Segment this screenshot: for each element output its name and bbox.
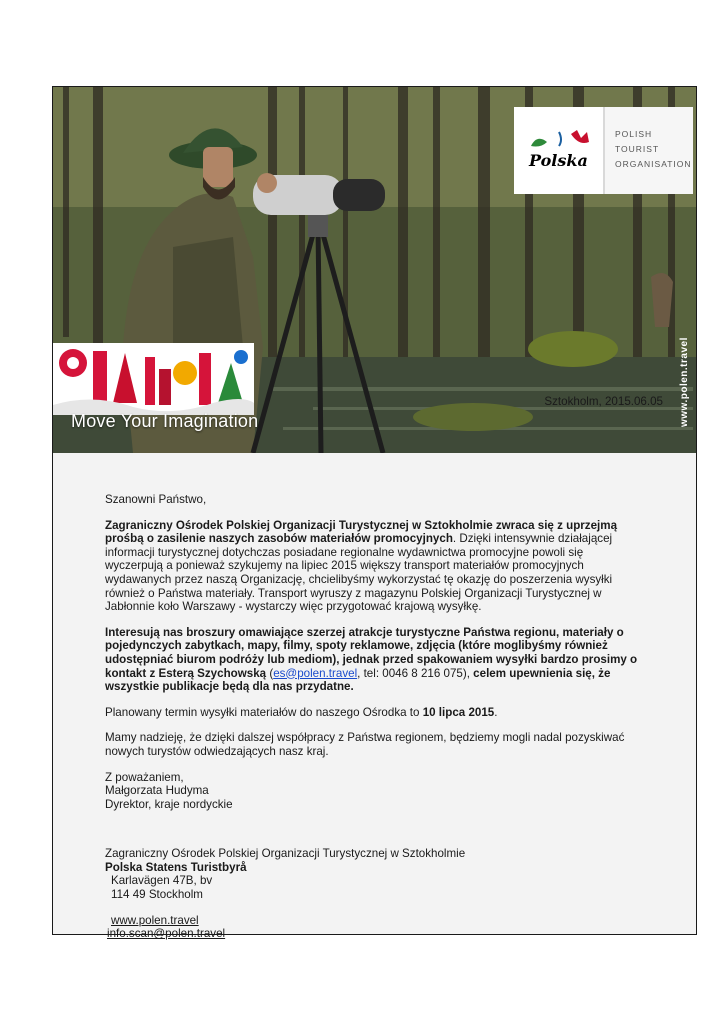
polska-logo [514,107,603,194]
paragraph-1 [105,519,640,614]
vertical-url: www.polen.travel [679,337,690,427]
polska-logo-icon [519,126,599,176]
paragraph-2-bold: Interesują nas broszury omawiające szerzej atrakcje turystyczne Państwa regionu, materiały o pojedynczych zabytkach, mapy, filmy, spoty reklamowe, zdjęcia (które moglibyśmy również udostępniać biurom podróży lub mediom), jednak przed spakowaniem wysyłki bardzo prosimy o kontakt z Esterą Szychowską [105,625,638,680]
paragraph-2 [105,626,640,694]
paragraph-3-end: . [494,705,498,719]
paragraph-3-text: Planowany termin wysyłki materiałów do naszego Ośrodka to [105,705,423,719]
footer-email-link[interactable]: info.scan@polen.travel [107,927,226,941]
paragraph-2-open: ( [266,666,274,680]
letter-body [105,493,640,941]
signer-name: Małgorzata Hudyma [105,784,209,798]
place-date: Sztokholm, 2015.06.05 [544,395,663,408]
footer-street: Karlavägen 47B, bv [111,874,213,888]
closing: Z poważaniem, [105,770,184,784]
polska-logo-word: Polska [528,150,588,170]
org-line-3: ORGANISATION [615,159,692,169]
paragraph-1-bold: Zagraniczny Ośrodek Polskiej Organizacji Turystycznej w Sztokholmie zwraca się z uprzejmą prośbą o zasilenie naszych zasobów materiałów promocyjnych [105,518,618,546]
contact-email-link[interactable]: es@polen.travel [273,666,358,680]
polska-logo-box [514,107,695,194]
org-name [603,107,693,194]
shipping-date: 10 lipca 2015 [422,705,495,719]
footer-website-link[interactable]: www.polen.travel [111,913,199,927]
org-line-1: POLISH [615,129,653,139]
footer-city: 114 49 Stockholm [111,888,203,902]
tagline: Move Your Imagination [71,411,259,431]
org-line-2: TOURIST [615,144,660,154]
folk-collage-icon [53,343,254,415]
paragraph-2-bold-end: celem upewnienia się, że wszystkie publikacje będą dla nas przydatne. [105,666,611,694]
footer-org-pl: Zagraniczny Ośrodek Polskiej Organizacji Turystycznej w Sztokholmie [105,847,466,861]
paragraph-2-tel: , tel: 0046 8 216 075), [357,666,474,680]
greeting: Szanowni Państwo, [105,493,207,506]
paragraph-1-text: . Dzięki intensywnie działającej informacji turystycznej dotychczas posiadane regionalne wydawnictwa promocyjne powoli się wyczerpują a ponieważ szykujemy na lipiec 2015 większy transport materiałów promocyjnych wydawanych przez naszą Organizację, chcielibyśmy wykorzystać tę okazję do poszerzenia wysyłki również o Państwa materiały. Transport wyruszy z magazynu Polskiej Organizacji Turystycznej w Jabłonnie koło Warszawy - wystarczy więc przygotować krajową wysyłkę. [105,532,613,614]
footer-org-se: Polska Statens Turistbyrå [105,860,247,874]
folk-art-collage [53,343,254,415]
signer-title: Dyrektor, kraje nordyckie [105,797,233,811]
paragraph-3 [105,706,640,720]
paragraph-4: Mamy nadzieję, że dzięki dalszej współpracy z Państwa regionem, będziemy mogli nadal pozyskiwać nowych turystów odwiedzających nasz kraj. [105,731,625,758]
